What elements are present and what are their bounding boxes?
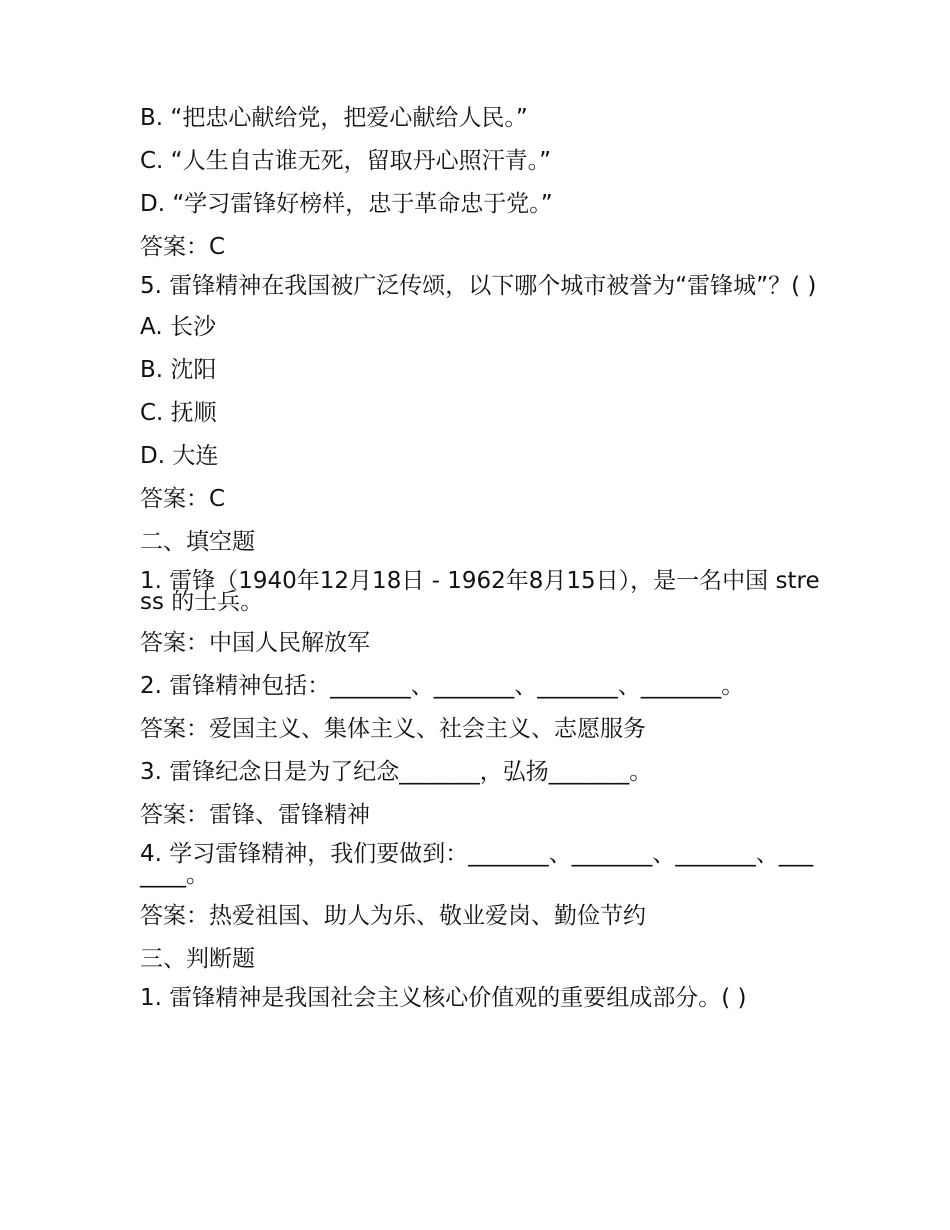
judge-question-1: 1. 雷锋精神是我国社会主义核心价值观的重要组成部分。( ) (140, 985, 747, 1011)
option-c-line: C. “人生自古谁无死，留取丹心照汗青。” (140, 148, 552, 174)
section-heading-true-false: 三、判断题 (140, 946, 255, 972)
answer-line: 答案：C (140, 234, 226, 260)
fill-question-4: 4. 学习雷锋精神，我们要做到：_______、_______、_______、_______。 (140, 841, 814, 888)
fill-question-2: 2. 雷锋精神包括：_______、_______、_______、_______。 (140, 673, 745, 699)
option-c-line: C. 抚顺 (140, 400, 217, 426)
answer-line: 答案：中国人民解放军 (140, 630, 370, 656)
question-5: 5. 雷锋精神在我国被广泛传颂，以下哪个城市被誉为“雷锋城”？( ) (140, 273, 817, 299)
option-d-line: D. “学习雷锋好榜样，忠于革命忠于党。” (140, 191, 553, 217)
option-d-line: D. 大连 (140, 443, 219, 469)
fill-question-3: 3. 雷锋纪念日是为了纪念_______，弘扬_______。 (140, 759, 653, 785)
document-body (140, 104, 820, 1025)
section-heading-fill-blank: 二、填空题 (140, 529, 255, 555)
answer-line: 答案：爱国主义、集体主义、社会主义、志愿服务 (140, 716, 646, 742)
answer-line: 答案：雷锋、雷锋精神 (140, 802, 370, 828)
answer-line: 答案：C (140, 486, 226, 512)
answer-line: 答案：热爱祖国、助人为乐、敬业爱岗、勤俭节约 (140, 903, 646, 929)
option-b-line: B. “把忠心献给党，把爱心献给人民。” (140, 105, 528, 131)
option-b-line: B. 沈阳 (140, 357, 217, 383)
fill-question-1: 1. 雷锋（1940年12月18日 - 1962年8月15日），是一名中国 stress 的士兵。 (140, 568, 820, 615)
option-a-line: A. 长沙 (140, 314, 216, 340)
